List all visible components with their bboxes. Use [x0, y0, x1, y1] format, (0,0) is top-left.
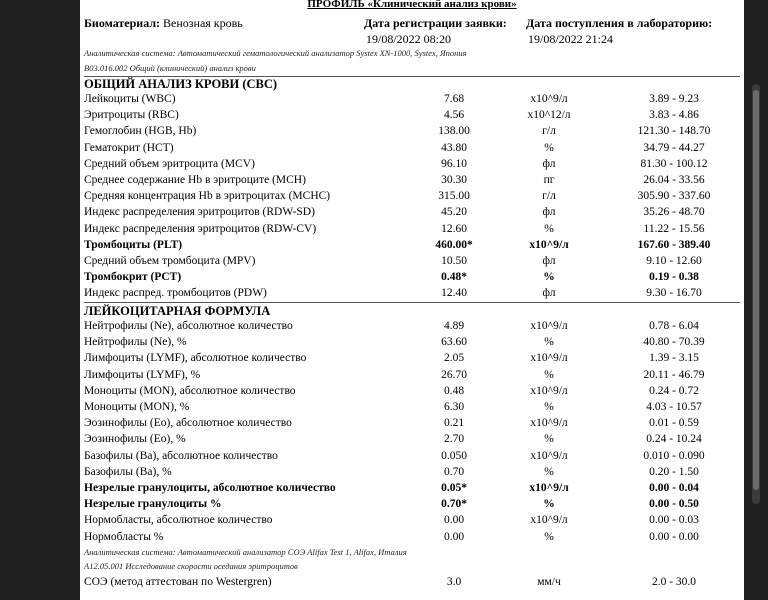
reference-range: 11.22 - 15.56 — [643, 222, 705, 235]
result-row — [84, 158, 740, 174]
result-row — [84, 336, 740, 352]
test-name: Индекс распределения эритроцитов (RDW-CV) — [84, 222, 317, 235]
result-value: 7.68 — [443, 93, 465, 105]
test-name: Нормобласты, абсолютное количество — [84, 514, 273, 527]
result-row — [84, 174, 740, 190]
test-name: Нормобласты % — [84, 530, 164, 543]
result-unit: % — [543, 271, 555, 284]
result-unit: x10^12/л — [527, 109, 571, 122]
reference-range: 40.80 - 70.39 — [643, 336, 705, 349]
result-unit: % — [543, 498, 555, 511]
test-name: Лимфоциты (LYMF), абсолютное количество — [84, 352, 307, 365]
test-name: Гематокрит (HCT) — [84, 141, 174, 154]
reference-range: 4.03 - 10.57 — [646, 401, 702, 413]
result-value: 0.48 — [443, 384, 465, 397]
test-name: Нейтрофилы (Ne), абсолютное количество — [84, 320, 293, 332]
registration-date-label: Дата регистрации заявки: — [364, 16, 507, 30]
result-row — [84, 287, 740, 303]
result-row — [84, 433, 740, 449]
profile-title: ПРОФИЛЬ «Клинический анализ крови» — [307, 0, 517, 10]
reference-range: 2.0 - 30.0 — [651, 576, 697, 588]
result-row — [84, 514, 740, 530]
result-row — [84, 223, 740, 239]
test-name: Индекс распред. тромбоцитов (PDW) — [84, 287, 267, 300]
analyzer-note: Аналитическая система: Автоматический гематологический анализатор Systex XN-1000, Systex, Япония — [84, 48, 467, 58]
result-unit: фл — [542, 157, 556, 170]
result-unit: фл — [542, 206, 556, 219]
result-row — [84, 352, 740, 368]
result-unit: % — [544, 530, 554, 543]
reference-range: 9.10 - 12.60 — [646, 255, 702, 267]
reference-range: 305.90 - 337.60 — [637, 190, 711, 203]
result-value: 4.89 — [443, 320, 465, 332]
result-row — [84, 93, 740, 109]
reference-range: 167.60 - 389.40 — [637, 238, 711, 251]
lab-arrival-label: Дата поступления в лабораторию: — [526, 16, 713, 30]
result-value: 26.70 — [441, 368, 467, 381]
result-value: 0.21 — [443, 417, 465, 430]
result-value: 30.30 — [441, 174, 467, 186]
result-value: 4.56 — [443, 109, 465, 122]
test-name: СОЭ (метод аттестован по Westergren) — [84, 576, 272, 588]
test-name: Лейкоциты (WBC) — [84, 93, 176, 105]
result-unit: % — [544, 222, 554, 235]
test-name: Моноциты (MON), абсолютное количество — [84, 384, 296, 397]
reference-range: 0.20 - 1.50 — [649, 465, 699, 478]
reference-range: 121.30 - 148.70 — [637, 125, 711, 138]
result-value: 3.0 — [446, 576, 462, 588]
result-value: 10.50 — [441, 255, 467, 267]
result-row — [84, 498, 740, 514]
esr-code-note: A12.05.001 Исследование скорости оседания эритроцитов — [84, 561, 298, 571]
test-name: Незрелые гранулоциты % — [84, 498, 222, 511]
result-value: 0.00 — [443, 530, 465, 543]
reference-range: 3.89 - 9.23 — [649, 93, 699, 105]
result-unit: фл — [542, 255, 556, 267]
result-unit: x10^9/л — [530, 93, 568, 105]
reference-range: 3.83 - 4.86 — [649, 109, 699, 122]
result-unit: % — [544, 368, 554, 381]
reference-range: 0.00 - 0.50 — [649, 498, 699, 511]
result-unit: % — [544, 465, 554, 478]
test-name: Средний объем тромбоцита (MPV) — [84, 255, 256, 267]
reference-range: 9.30 - 16.70 — [646, 287, 702, 300]
result-unit: мм/ч — [537, 576, 561, 588]
result-unit: % — [544, 141, 554, 154]
reference-range: 0.01 - 0.59 — [649, 417, 699, 430]
reference-range: 0.010 - 0.090 — [643, 449, 705, 462]
result-row — [84, 450, 740, 466]
result-row — [84, 417, 740, 433]
result-value: 12.60 — [441, 222, 467, 235]
cbc-section-title: ОБЩИЙ АНАЛИЗ КРОВИ (CBC) — [84, 77, 278, 91]
divider — [84, 302, 740, 303]
test-name: Эозинофилы (Eo), % — [84, 433, 186, 446]
result-value: 0.48* — [441, 271, 467, 284]
result-unit: г/л — [542, 125, 556, 138]
reference-range: 0.78 - 6.04 — [649, 320, 699, 332]
result-value: 6.30 — [443, 401, 465, 413]
reference-range: 0.00 - 0.03 — [649, 514, 699, 527]
lab-report-sheet — [80, 0, 744, 600]
reference-range: 1.39 - 3.15 — [649, 352, 699, 365]
result-row — [84, 142, 740, 158]
test-name: Средняя концентрация Hb в эритроцитах (MCHC) — [84, 190, 331, 203]
result-value: 460.00* — [435, 238, 473, 251]
result-row — [84, 369, 740, 385]
result-unit: x10^9/л — [530, 352, 568, 365]
result-unit: x10^9/л — [530, 514, 568, 527]
result-unit: x10^9/л — [530, 417, 568, 430]
test-name: Базофилы (Ba), абсолютное количество — [84, 449, 278, 462]
reference-range: 81.30 - 100.12 — [640, 157, 708, 170]
result-value: 0.70 — [443, 465, 465, 478]
result-unit: x10^9/л — [530, 320, 568, 332]
result-value: 45.20 — [441, 206, 467, 219]
result-unit: % — [544, 433, 554, 446]
result-row — [84, 466, 740, 482]
result-row — [84, 255, 740, 271]
result-row — [84, 531, 740, 547]
result-unit: г/л — [542, 190, 556, 203]
result-value: 0.70* — [441, 498, 467, 511]
registration-date-value: 19/08/2022 08:20 — [366, 32, 452, 46]
reference-range: 0.00 - 0.04 — [649, 482, 699, 494]
test-name: Тромбокрит (PCT) — [84, 271, 182, 284]
reference-range: 20.11 - 46.79 — [643, 368, 705, 381]
test-name: Базофилы (Ba), % — [84, 465, 172, 478]
result-row — [84, 401, 740, 417]
leuko-section-title: ЛЕЙКОЦИТАРНАЯ ФОРМУЛА — [84, 304, 271, 318]
result-unit: пг — [543, 174, 555, 186]
test-name: Гемоглобин (HGB, Hb) — [84, 125, 197, 138]
result-unit: % — [544, 401, 554, 413]
result-value: 138.00 — [438, 125, 470, 138]
test-name: Лимфоциты (LYMF), % — [84, 368, 201, 381]
scrollbar-thumb[interactable] — [753, 90, 759, 490]
result-value: 0.00 — [443, 514, 465, 527]
reference-range: 0.19 - 0.38 — [649, 271, 699, 284]
result-row — [84, 190, 740, 206]
test-name: Средний объем эритроцита (MCV) — [84, 157, 255, 170]
result-value: 43.80 — [441, 141, 467, 154]
result-value: 96.10 — [441, 157, 467, 170]
result-row — [84, 206, 740, 222]
result-row — [84, 271, 740, 287]
lab-arrival-value: 19/08/2022 21:24 — [528, 32, 614, 46]
result-value: 2.70 — [443, 433, 465, 446]
result-unit: x10^9/л — [529, 238, 569, 251]
reference-range: 34.79 - 44.27 — [643, 141, 705, 154]
result-row — [84, 109, 740, 125]
test-name: Незрелые гранулоциты, абсолютное количество — [84, 482, 336, 494]
test-name: Нейтрофилы (Ne), % — [84, 336, 187, 349]
result-row — [84, 576, 740, 592]
result-unit: фл — [542, 287, 556, 300]
test-name: Эозинофилы (Eo), абсолютное количество — [84, 417, 292, 430]
biomaterial-label: Биоматериал: — [84, 16, 161, 30]
result-unit: x10^9/л — [530, 384, 568, 397]
result-unit: x10^9/л — [529, 482, 569, 494]
reference-range: 0.24 - 10.24 — [646, 433, 702, 446]
result-unit: x10^9/л — [530, 449, 568, 462]
result-value: 0.050 — [441, 449, 467, 462]
biomaterial — [84, 16, 243, 31]
result-row — [84, 482, 740, 498]
test-name: Эритроциты (RBC) — [84, 109, 179, 122]
result-row — [84, 320, 740, 336]
esr-analyzer-note: Аналитическая система: Автоматический анализатор СОЭ Alifax Test 1, Alifax, Италия — [84, 547, 407, 557]
reference-range: 0.00 - 0.00 — [649, 530, 699, 543]
result-row — [84, 385, 740, 401]
result-value: 0.05* — [441, 482, 467, 494]
reference-range: 26.04 - 33.56 — [643, 174, 705, 186]
result-unit: % — [544, 336, 554, 349]
reference-range: 35.26 - 48.70 — [643, 206, 705, 219]
result-value: 12.40 — [441, 287, 467, 300]
test-name: Моноциты (MON), % — [84, 401, 190, 413]
reference-range: 0.24 - 0.72 — [649, 384, 699, 397]
test-name: Тромбоциты (PLT) — [84, 238, 183, 251]
result-row — [84, 125, 740, 141]
result-value: 315.00 — [438, 190, 470, 203]
result-value: 63.60 — [441, 336, 467, 349]
result-row — [84, 239, 740, 255]
test-name: Среднее содержание Hb в эритроците (MCH) — [84, 174, 306, 186]
result-value: 2.05 — [443, 352, 465, 365]
test-name: Индекс распределения эритроцитов (RDW-SD) — [84, 206, 315, 219]
test-code-note: B03.016.002 Общий (клинический) анализ крови — [84, 63, 256, 73]
biomaterial-value: Венозная кровь — [163, 16, 243, 30]
